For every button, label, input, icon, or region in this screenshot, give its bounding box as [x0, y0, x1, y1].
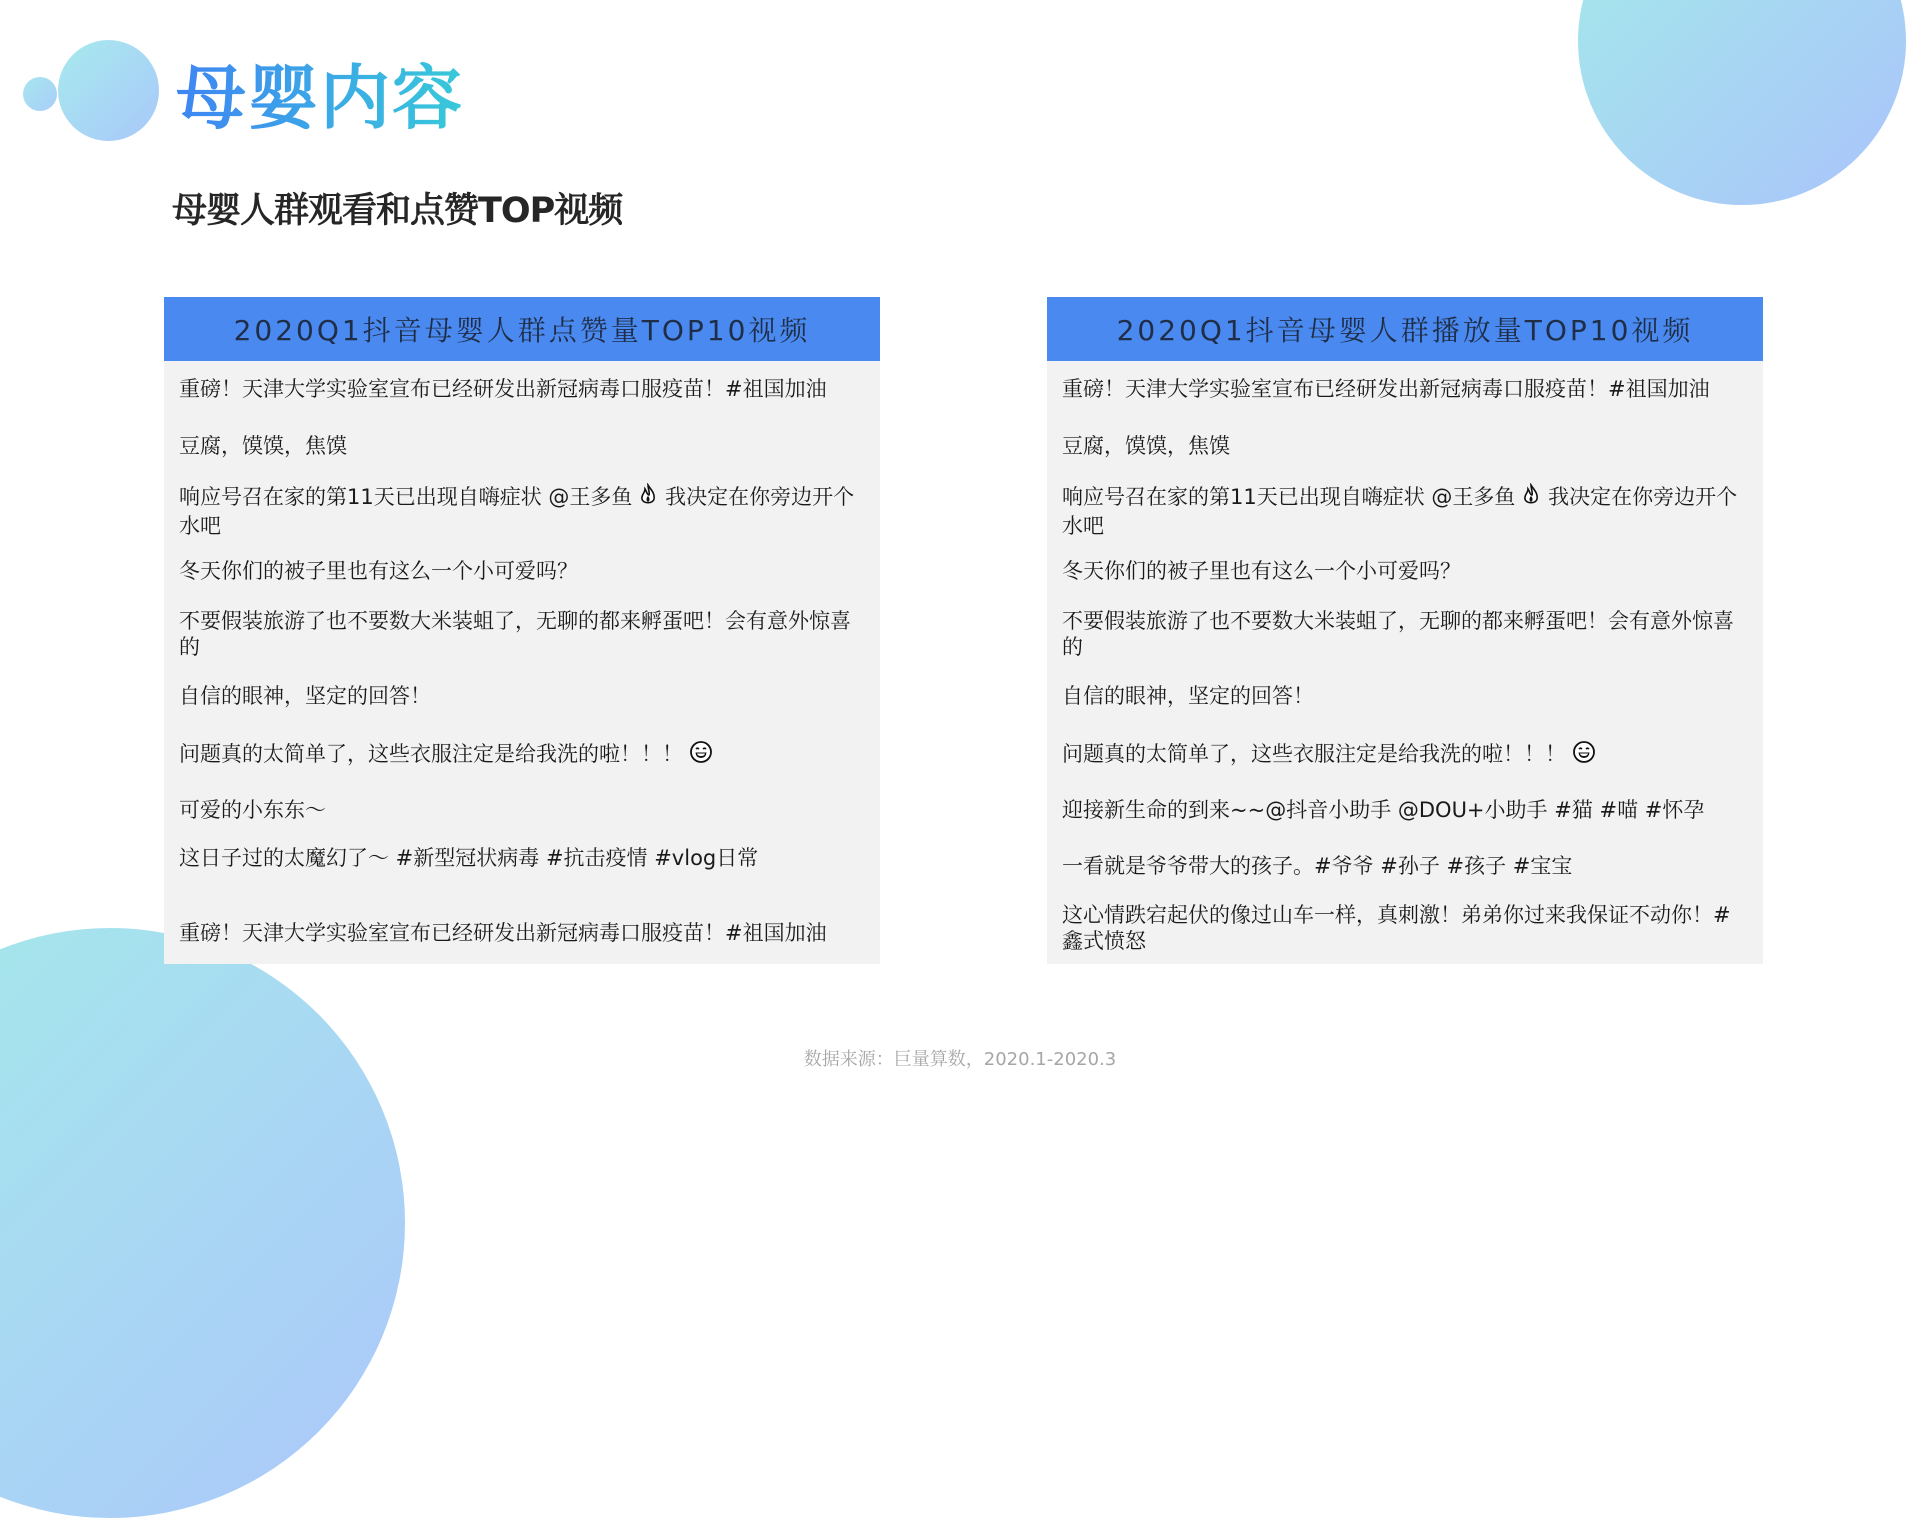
grin-emoji-icon: [1572, 740, 1596, 770]
page-subtitle: 母婴人群观看和点赞TOP视频: [172, 191, 623, 231]
table-row: 一看就是爷爷带大的孩子。#爷爷 #孙子 #孩子 #宝宝: [1062, 854, 1573, 878]
table-row: 这日子过的太魔幻了～ #新型冠状病毒 #抗击疫情 #vlog日常: [179, 846, 759, 870]
likes-top10-table: [164, 297, 880, 964]
page-title: 母婴内容: [176, 57, 464, 139]
data-source-footnote: 数据来源：巨量算数，2020.1-2020.3: [803, 1049, 1117, 1070]
table-row: 自信的眼神，坚定的回答！: [179, 684, 431, 708]
table-row: 自信的眼神，坚定的回答！: [1062, 684, 1314, 708]
fire-emoji-icon: [638, 483, 658, 513]
likes-table-header: 2020Q1抖音母婴人群点赞量TOP10视频: [164, 297, 880, 361]
table-row: 豆腐，馍馍，焦馍: [179, 434, 347, 458]
decorative-circle-small: [23, 77, 57, 111]
table-row: 冬天你们的被子里也有这么一个小可爱吗？: [179, 559, 578, 583]
table-row: 重磅！天津大学实验室宣布已经研发出新冠病毒口服疫苗！#祖国加油: [179, 921, 827, 945]
decorative-circle-top-right: [1578, 0, 1906, 205]
decorative-circle-medium: [58, 40, 159, 141]
grin-emoji-icon: [689, 740, 713, 770]
table-row: 响应号召在家的第11天已出现自嗨症状 @王多鱼 我决定在你旁边开个水吧: [179, 485, 855, 538]
plays-table-header: 2020Q1抖音母婴人群播放量TOP10视频: [1047, 297, 1763, 361]
table-row: 冬天你们的被子里也有这么一个小可爱吗？: [1062, 559, 1461, 583]
table-row: 问题真的太简单了，这些衣服注定是给我洗的啦！！！: [1062, 740, 1751, 770]
plays-top10-table: [1047, 297, 1763, 964]
table-row: 豆腐，馍馍，焦馍: [1062, 434, 1230, 458]
table-row: 不要假装旅游了也不要数大米装蛆了，无聊的都来孵蛋吧！会有意外惊喜的: [179, 609, 851, 659]
table-row: 重磅！天津大学实验室宣布已经研发出新冠病毒口服疫苗！#祖国加油: [179, 377, 827, 401]
table-row: 可爱的小东东～: [179, 798, 326, 822]
fire-emoji-icon: [1521, 483, 1541, 513]
decorative-circle-bottom-left: [0, 928, 405, 1518]
table-row: 重磅！天津大学实验室宣布已经研发出新冠病毒口服疫苗！#祖国加油: [1062, 377, 1710, 401]
table-row: 这心情跌宕起伏的像过山车一样，真刺激！弟弟你过来我保证不动你！#鑫式愤怒: [1062, 903, 1731, 953]
table-row: 问题真的太简单了，这些衣服注定是给我洗的啦！！！: [179, 740, 868, 770]
table-row: 响应号召在家的第11天已出现自嗨症状 @王多鱼 我决定在你旁边开个水吧: [1062, 485, 1738, 538]
table-row: 不要假装旅游了也不要数大米装蛆了，无聊的都来孵蛋吧！会有意外惊喜的: [1062, 609, 1734, 659]
table-row: 迎接新生命的到来~~@抖音小助手 @DOU+小助手 #猫 #喵 #怀孕: [1062, 798, 1705, 822]
